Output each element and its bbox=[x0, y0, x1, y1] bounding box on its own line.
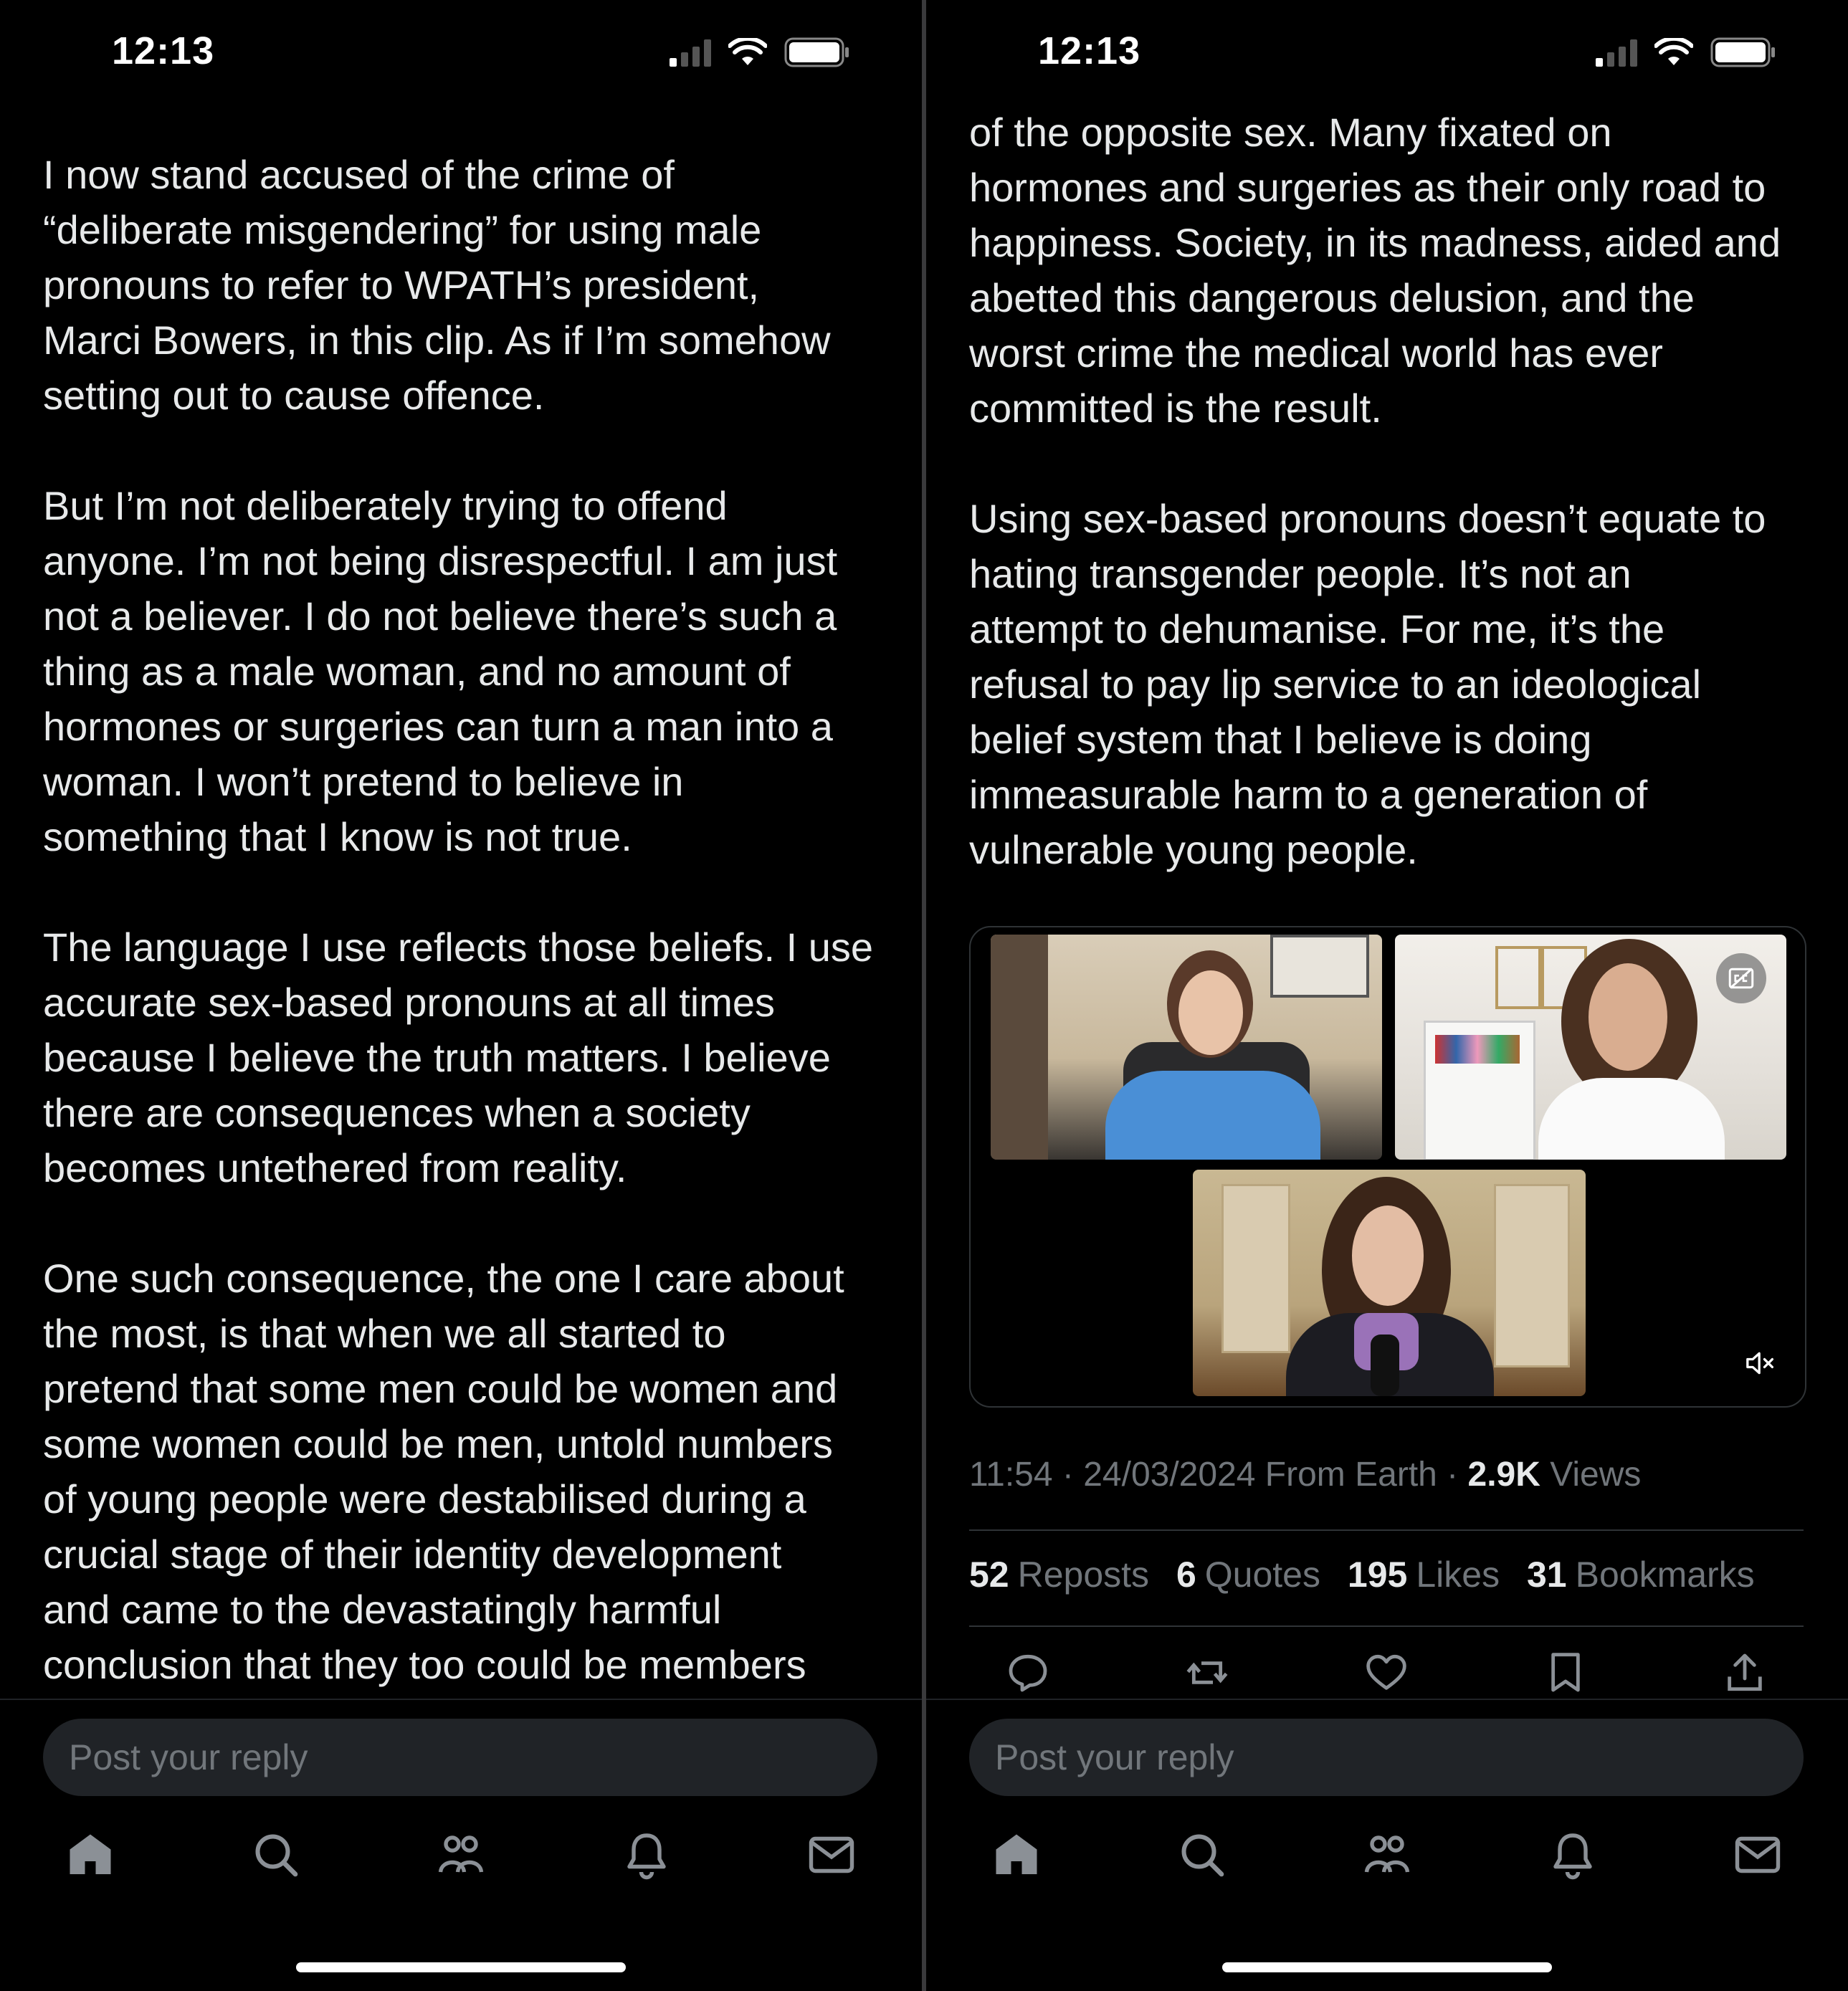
status-bar bbox=[926, 0, 1848, 108]
reposts-stat[interactable]: 52 Reposts bbox=[969, 1555, 1150, 1595]
home-indicator bbox=[1222, 1962, 1552, 1972]
cellular-signal-icon bbox=[1596, 38, 1637, 67]
bookmarks-stat[interactable]: 31 Bookmarks bbox=[1526, 1555, 1755, 1595]
video-participant-3 bbox=[1193, 1170, 1586, 1396]
communities-icon[interactable] bbox=[435, 1829, 487, 1881]
home-icon[interactable] bbox=[991, 1829, 1042, 1881]
paragraph: Using sex-based pronouns doesn’t equate to hating transgender people. It’s not an attempt to dehumanise. For me, it’s the refusal to pay lip service to an ideological belief system that I believe is doing immeasurable harm to a generation of vulnerable young people. bbox=[969, 496, 1766, 872]
post-body-left bbox=[43, 147, 896, 1692]
tab-bar bbox=[43, 1829, 879, 1881]
search-icon[interactable] bbox=[250, 1829, 302, 1881]
bookmark-icon[interactable] bbox=[1543, 1650, 1589, 1696]
reply-input[interactable] bbox=[969, 1719, 1804, 1796]
post-time: 11:54 bbox=[969, 1456, 1053, 1494]
repost-icon[interactable] bbox=[1184, 1650, 1230, 1696]
reply-placeholder: Post your reply bbox=[995, 1737, 1234, 1777]
quotes-stat[interactable]: 6 Quotes bbox=[1176, 1555, 1320, 1595]
reply-icon[interactable] bbox=[1005, 1650, 1051, 1696]
post-stats bbox=[969, 1554, 1772, 1595]
paragraph: The language I use reflects those beliefs. I use accurate sex-based pronouns at all times because I believe the truth matters. I believe there are consequences when a society becomes untethered from reality. bbox=[43, 925, 874, 1190]
video-player[interactable] bbox=[969, 926, 1806, 1408]
cellular-signal-icon bbox=[670, 38, 711, 67]
battery-icon bbox=[784, 37, 850, 67]
wifi-icon bbox=[1654, 38, 1693, 67]
notifications-icon[interactable] bbox=[621, 1829, 672, 1881]
paragraph: of the opposite sex. Many fixated on hormones and surgeries as their only road to happiness. Society, in its madness, aided and abetted this dangerous delusion, and the worst crime the medical world has ever committed is the result. bbox=[969, 110, 1781, 431]
views-count: 2.9K bbox=[1467, 1456, 1540, 1494]
messages-icon[interactable] bbox=[806, 1829, 857, 1881]
video-participant-2 bbox=[1395, 935, 1786, 1160]
likes-stat[interactable]: 195 Likes bbox=[1347, 1555, 1500, 1595]
muted-speaker-icon[interactable] bbox=[1745, 1349, 1776, 1378]
post-date: 24/03/2024 bbox=[1083, 1456, 1256, 1494]
home-indicator bbox=[296, 1962, 626, 1972]
status-bar bbox=[0, 0, 922, 108]
left-phone-screen bbox=[0, 0, 922, 1991]
communities-icon[interactable] bbox=[1361, 1829, 1413, 1881]
messages-icon[interactable] bbox=[1732, 1829, 1783, 1881]
reply-input[interactable] bbox=[43, 1719, 877, 1796]
battery-icon bbox=[1710, 37, 1776, 67]
paragraph: One such consequence, the one I care about the most, is that when we all started to pretend that some men could be women and some women could be men, untold numbers of young people were destabilised during a crucial stage of their identity development and came to the devastatingly harmful conclusion that they too could be members bbox=[43, 1256, 844, 1687]
views-label: Views bbox=[1550, 1456, 1642, 1494]
bottom-bar bbox=[0, 1700, 922, 1991]
tab-bar bbox=[969, 1829, 1805, 1881]
paragraph: But I’m not deliberately trying to offend anyone. I’m not being disrespectful. I am just not a believer. I do not believe there’s such a thing as a male woman, and no amount of hormones or surgeries can turn a man into a woman. I won’t pretend to believe in something that I know is not true. bbox=[43, 483, 838, 859]
search-icon[interactable] bbox=[1176, 1829, 1228, 1881]
closed-caption-icon[interactable] bbox=[1716, 953, 1766, 1003]
reply-placeholder: Post your reply bbox=[69, 1737, 308, 1777]
right-phone-screen bbox=[926, 0, 1848, 1991]
bottom-bar bbox=[926, 1700, 1848, 1991]
post-actions bbox=[969, 1650, 1804, 1696]
notifications-icon[interactable] bbox=[1547, 1829, 1599, 1881]
status-time: 12:13 bbox=[112, 29, 215, 72]
post-source: From Earth bbox=[1264, 1456, 1437, 1494]
wifi-icon bbox=[728, 38, 767, 67]
status-time: 12:13 bbox=[1038, 29, 1141, 72]
video-participant-1 bbox=[991, 935, 1382, 1160]
post-meta: 11:54 · 24/03/2024 From Earth · 2.9K Views bbox=[969, 1456, 1642, 1494]
share-icon[interactable] bbox=[1722, 1650, 1768, 1696]
home-icon[interactable] bbox=[65, 1829, 116, 1881]
paragraph: I now stand accused of the crime of “deliberate misgendering” for using male pronouns to refer to WPATH’s president, Marci Bowers, in this clip. As if I’m somehow setting out to cause offence. bbox=[43, 152, 831, 418]
post-body-right bbox=[969, 105, 1822, 877]
like-icon[interactable] bbox=[1363, 1650, 1409, 1696]
